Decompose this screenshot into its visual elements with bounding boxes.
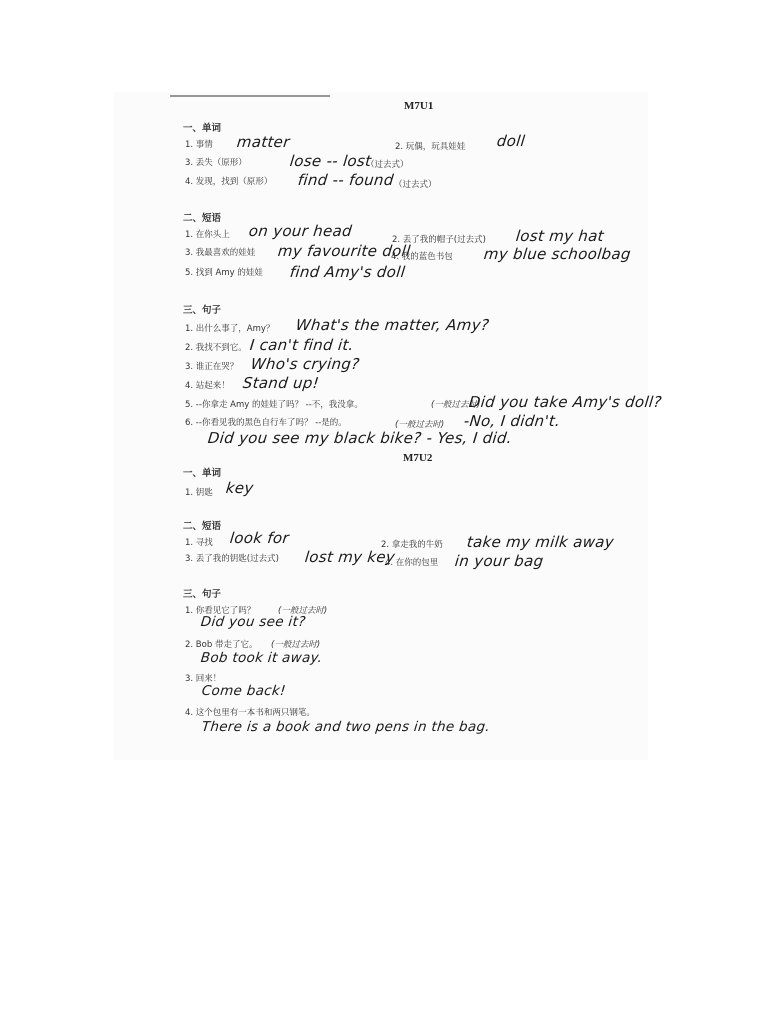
note: （过去式） (366, 160, 409, 170)
prompt: 6. --你看见我的黑色自行车了吗？ --是的。 (185, 418, 347, 428)
prompt: 4. 发现，找到（原形） (185, 177, 273, 187)
handwritten-answer: doll (496, 132, 527, 150)
prompt: 1. 在你头上 (185, 230, 230, 240)
section-heading-words: 一、单词 (183, 123, 222, 134)
prompt: 5. --你拿走 Amy 的娃娃了吗？ --不，我没拿。 (185, 400, 363, 410)
handwritten-answer: key (225, 479, 255, 497)
prompt: 2. 丢了我的帽子(过去式) (392, 235, 486, 245)
prompt: 3. 我最喜欢的娃娃 (185, 248, 256, 258)
handwritten-answer: I can't find it. (249, 336, 355, 354)
unit-title-m7u1: M7U1 (404, 100, 434, 112)
scan-edge-line (170, 95, 330, 97)
prompt: 2. Bob 带走了它。 (185, 640, 258, 650)
prompt: 4. 在你的包里 (385, 558, 439, 568)
prompt: 1. 你看见它了吗？ (185, 606, 256, 616)
prompt: 1. 事情 (185, 140, 213, 150)
handwritten-answer: Bob took it away. (200, 650, 324, 666)
handwritten-answer: my blue schoolbag (483, 245, 632, 263)
handwritten-answer: Did you see it? (200, 614, 307, 630)
prompt: 3. 回来！ (185, 674, 222, 684)
handwritten-answer: take my milk away (466, 533, 615, 551)
section-heading-words: 一、单词 (183, 468, 222, 479)
handwritten-answer: on your head (248, 222, 353, 240)
handwritten-answer: in your bag (454, 552, 545, 570)
handwritten-answer: -No, I didn't. (463, 412, 562, 430)
section-heading-phrases: 二、短语 (183, 213, 222, 224)
tense-hint: (一般过去时) (278, 606, 328, 616)
handwritten-answer: matter (236, 133, 291, 151)
tense-hint: (一般过去时) (395, 420, 445, 430)
prompt: 4. 站起来！ (185, 381, 230, 391)
note: （过去式） (394, 180, 437, 190)
handwritten-answer: look for (229, 529, 290, 547)
handwritten-answer: lost my hat (515, 227, 605, 245)
prompt: 2. 玩偶，玩具娃娃 (395, 142, 466, 152)
handwritten-answer: Did you see my black bike? - Yes, I did. (207, 429, 513, 447)
unit-title-m7u2: M7U2 (403, 452, 433, 464)
prompt: 1. 钥匙 (185, 488, 213, 498)
handwritten-answer: There is a book and two pens in the bag. (201, 719, 491, 735)
prompt: 4. 我的蓝色书包 (391, 252, 453, 262)
handwritten-answer: find -- found (297, 171, 395, 189)
handwritten-answer: find Amy's doll (289, 263, 407, 281)
section-heading-phrases: 二、短语 (183, 521, 222, 532)
section-heading-sentences: 三、句子 (183, 589, 222, 600)
section-heading-sentences: 三、句子 (183, 305, 222, 316)
handwritten-answer: my favourite doll (277, 242, 412, 260)
prompt: 2. 我找不到它。 (185, 343, 247, 353)
handwritten-answer: Who's crying? (250, 355, 361, 373)
prompt: 4. 这个包里有一本书和两只钢笔。 (185, 708, 315, 718)
handwritten-answer: What's the matter, Amy? (295, 316, 491, 334)
handwritten-answer: lose -- lost (289, 152, 373, 170)
prompt: 3. 丢失（原形） (185, 158, 247, 168)
tense-hint: (一般过去时) (431, 400, 481, 410)
prompt: 3. 丢了我的钥匙(过去式) (185, 554, 279, 564)
prompt: 5. 找到 Amy 的娃娃 (185, 268, 263, 278)
tense-hint: (一般过去时) (271, 640, 321, 650)
handwritten-answer: Did you take Amy's doll? (468, 393, 663, 411)
prompt: 3. 谁正在哭？ (185, 362, 239, 372)
prompt: 1. 寻找 (185, 538, 213, 548)
prompt: 2. 拿走我的牛奶 (381, 540, 443, 550)
prompt: 1. 出什么事了，Amy？ (185, 324, 275, 334)
handwritten-answer: Come back! (201, 683, 287, 699)
handwritten-answer: lost my key (304, 548, 397, 566)
handwritten-answer: Stand up! (242, 374, 321, 392)
